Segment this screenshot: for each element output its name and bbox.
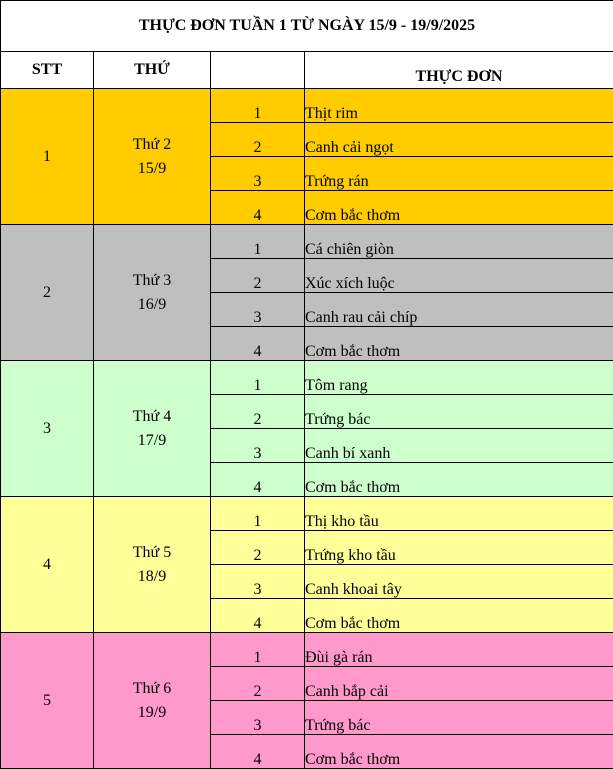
day-date: 16/9 bbox=[94, 293, 210, 317]
item-number: 1 bbox=[211, 361, 305, 395]
dish-name: Thịt rim bbox=[305, 89, 613, 123]
header-stt: STT bbox=[1, 52, 94, 89]
day-date: 15/9 bbox=[94, 157, 210, 181]
day-name: Thứ 4 bbox=[94, 405, 210, 429]
item-number: 4 bbox=[211, 599, 305, 633]
item-number: 4 bbox=[211, 191, 305, 225]
stt-cell: 5 bbox=[1, 633, 94, 769]
dish-name: Trứng kho tầu bbox=[305, 531, 613, 565]
day-name: Thứ 5 bbox=[94, 541, 210, 565]
day-name: Thứ 3 bbox=[94, 269, 210, 293]
item-number: 2 bbox=[211, 667, 305, 701]
dish-name: Canh rau cải chíp bbox=[305, 293, 613, 327]
dish-name: Cơm bắc thơm bbox=[305, 735, 613, 769]
header-num bbox=[211, 52, 305, 89]
day-date: 18/9 bbox=[94, 565, 210, 589]
item-number: 4 bbox=[211, 463, 305, 497]
day-date: 19/9 bbox=[94, 701, 210, 725]
item-number: 3 bbox=[211, 701, 305, 735]
menu-row bbox=[1, 225, 613, 259]
day-name: Thứ 2 bbox=[94, 133, 210, 157]
dish-name: Trứng rán bbox=[305, 157, 613, 191]
day-name: Thứ 6 bbox=[94, 677, 210, 701]
menu-row bbox=[1, 497, 613, 531]
item-number: 3 bbox=[211, 157, 305, 191]
day-cell bbox=[94, 89, 211, 225]
day-cell bbox=[94, 361, 211, 497]
item-number: 1 bbox=[211, 633, 305, 667]
stt-cell: 2 bbox=[1, 225, 94, 361]
dish-name: Cá chiên giòn bbox=[305, 225, 613, 259]
dish-name: Cơm bắc thơm bbox=[305, 463, 613, 497]
dish-name: Cơm bắc thơm bbox=[305, 599, 613, 633]
item-number: 2 bbox=[211, 395, 305, 429]
dish-name: Đùi gà rán bbox=[305, 633, 613, 667]
item-number: 3 bbox=[211, 293, 305, 327]
header-day: THỨ bbox=[94, 52, 211, 89]
dish-name: Trứng bác bbox=[305, 395, 613, 429]
stt-cell: 4 bbox=[1, 497, 94, 633]
item-number: 1 bbox=[211, 497, 305, 531]
menu-row bbox=[1, 361, 613, 395]
day-cell bbox=[94, 633, 211, 769]
day-cell bbox=[94, 497, 211, 633]
item-number: 2 bbox=[211, 531, 305, 565]
dish-name: Canh khoai tây bbox=[305, 565, 613, 599]
dish-name: Trứng bác bbox=[305, 701, 613, 735]
dish-name: Tôm rang bbox=[305, 361, 613, 395]
dish-name: Thị kho tầu bbox=[305, 497, 613, 531]
menu-row bbox=[1, 89, 613, 123]
day-date: 17/9 bbox=[94, 429, 210, 453]
menu-row bbox=[1, 633, 613, 667]
dish-name: Canh cải ngọt bbox=[305, 123, 613, 157]
stt-cell: 3 bbox=[1, 361, 94, 497]
item-number: 2 bbox=[211, 259, 305, 293]
day-cell bbox=[94, 225, 211, 361]
stt-cell: 1 bbox=[1, 89, 94, 225]
item-number: 3 bbox=[211, 565, 305, 599]
item-number: 1 bbox=[211, 225, 305, 259]
dish-name: Cơm bắc thơm bbox=[305, 327, 613, 361]
page-title: THỰC ĐƠN TUẦN 1 TỪ NGÀY 15/9 - 19/9/2025 bbox=[1, 1, 613, 52]
item-number: 4 bbox=[211, 735, 305, 769]
title-row bbox=[1, 1, 613, 52]
dish-name: Cơm bắc thơm bbox=[305, 191, 613, 225]
dish-name: Xúc xích luộc bbox=[305, 259, 613, 293]
item-number: 1 bbox=[211, 89, 305, 123]
dish-name: Canh bắp cải bbox=[305, 667, 613, 701]
item-number: 4 bbox=[211, 327, 305, 361]
dish-name: Canh bí xanh bbox=[305, 429, 613, 463]
item-number: 3 bbox=[211, 429, 305, 463]
item-number: 2 bbox=[211, 123, 305, 157]
header-menu: THỰC ĐƠN bbox=[305, 52, 613, 89]
header-row bbox=[1, 52, 613, 89]
